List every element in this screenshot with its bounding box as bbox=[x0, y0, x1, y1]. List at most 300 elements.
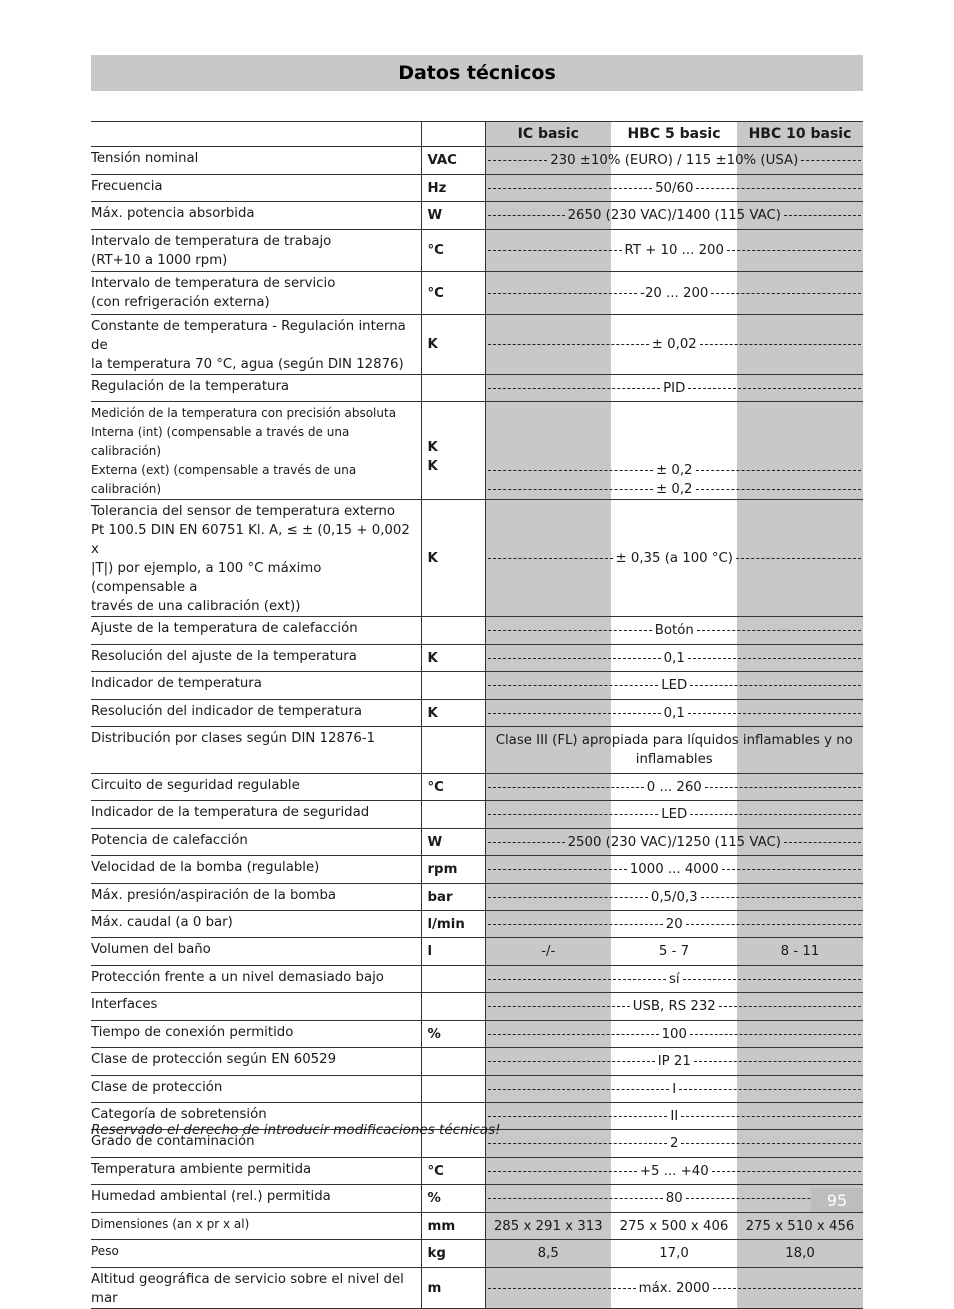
table-row bbox=[91, 911, 863, 938]
dash-leader bbox=[696, 470, 862, 471]
dash-leader bbox=[488, 558, 613, 559]
value-text: máx. 2000 bbox=[638, 1280, 710, 1296]
row-label-line: Frecuencia bbox=[91, 179, 163, 194]
row-label bbox=[91, 672, 421, 700]
value-wrap bbox=[486, 1185, 864, 1212]
value-text: 20 bbox=[665, 916, 683, 932]
spanning-value-cell bbox=[485, 727, 863, 774]
spanning-value-cell bbox=[485, 402, 863, 500]
row-label-line: Interna (int) (compensable a través de una calibración) bbox=[91, 425, 350, 458]
dashed-value-line bbox=[486, 860, 864, 879]
value-text: USB, RS 232 bbox=[632, 999, 716, 1014]
value-wrap bbox=[486, 1103, 864, 1129]
value-wrap bbox=[486, 645, 864, 671]
value-wrap bbox=[486, 147, 864, 174]
value-text: LED bbox=[661, 807, 688, 822]
row-label bbox=[91, 1213, 421, 1240]
value-wrap bbox=[486, 1268, 864, 1308]
dash-leader bbox=[488, 470, 654, 471]
spanning-value-cell bbox=[485, 202, 863, 230]
value-text: ± 0,2 bbox=[656, 482, 693, 497]
spanning-value-cell bbox=[485, 315, 863, 375]
dash-leader bbox=[688, 713, 861, 714]
value-wrap bbox=[486, 175, 864, 201]
dashed-value-line bbox=[486, 179, 864, 198]
dash-leader bbox=[488, 1116, 668, 1117]
value-cell: -/- bbox=[485, 938, 611, 966]
value-text: 0 ... 260 bbox=[646, 779, 702, 795]
row-unit: K bbox=[421, 700, 485, 727]
row-label-line: Regulación de la temperatura bbox=[91, 379, 290, 394]
row-unit bbox=[421, 966, 485, 993]
row-unit bbox=[421, 1076, 485, 1103]
column-header-ic-basic: IC basic bbox=[485, 122, 611, 147]
value-text: 50/60 bbox=[655, 180, 694, 196]
dashed-value-line bbox=[486, 1107, 864, 1126]
value-cell: 285 x 291 x 313 bbox=[485, 1213, 611, 1240]
row-label bbox=[91, 856, 421, 884]
row-unit bbox=[421, 402, 485, 500]
row-label-line: Ajuste de la temperatura de calefacción bbox=[91, 621, 358, 636]
row-label-line: Circuito de seguridad regulable bbox=[91, 778, 300, 793]
table-row bbox=[91, 645, 863, 672]
value-text: 0,1 bbox=[663, 705, 685, 721]
row-label-line: Indicador de la temperatura de seguridad bbox=[91, 805, 370, 820]
spanning-value-cell bbox=[485, 884, 863, 911]
table-row bbox=[91, 727, 863, 774]
dash-leader bbox=[722, 869, 861, 870]
row-label bbox=[91, 884, 421, 911]
dash-leader bbox=[488, 814, 659, 815]
spanning-value-cell bbox=[485, 272, 863, 315]
value-cell: 8,5 bbox=[485, 1240, 611, 1268]
dashed-value-line bbox=[486, 1134, 864, 1153]
dash-leader bbox=[696, 489, 862, 490]
column-header-hbc5-basic: HBC 5 basic bbox=[611, 122, 737, 147]
table-row bbox=[91, 829, 863, 856]
row-label-line: Clase de protección bbox=[91, 1080, 223, 1095]
row-label-line: Máx. caudal (a 0 bar) bbox=[91, 915, 233, 930]
dash-leader bbox=[719, 1006, 861, 1007]
row-label bbox=[91, 774, 421, 801]
row-label-line: (con refrigeración externa) bbox=[91, 295, 270, 310]
row-label-line: Potencia de calefacción bbox=[91, 833, 248, 848]
row-label-line: Resolución del indicador de temperatura bbox=[91, 704, 363, 719]
row-label-line: Tolerancia del sensor de temperatura externo bbox=[91, 504, 396, 519]
row-label bbox=[91, 617, 421, 645]
table-row bbox=[91, 272, 863, 315]
value-wrap bbox=[486, 1158, 864, 1184]
value-wrap bbox=[486, 202, 864, 229]
dash-leader bbox=[801, 160, 861, 161]
value-cell: 18,0 bbox=[737, 1240, 863, 1268]
row-unit-line: K bbox=[427, 458, 438, 474]
dash-leader bbox=[488, 388, 661, 389]
value-cell: 5 - 7 bbox=[611, 938, 737, 966]
dash-leader bbox=[711, 293, 861, 294]
table-row bbox=[91, 1268, 863, 1309]
spanning-value-cell bbox=[485, 801, 863, 829]
value-cell: 8 - 11 bbox=[737, 938, 863, 966]
value-wrap bbox=[486, 672, 864, 699]
value-wrap bbox=[486, 1076, 864, 1102]
value-paragraph: Clase III (FL) apropiada para líquidos inflamables y no inflamables bbox=[495, 733, 853, 767]
row-label-line: Dimensiones (an x pr x al) bbox=[91, 1217, 250, 1231]
dashed-value-line bbox=[486, 379, 864, 398]
row-label-line: Interfaces bbox=[91, 997, 158, 1012]
row-label bbox=[91, 829, 421, 856]
row-unit: °C bbox=[421, 230, 485, 272]
row-label bbox=[91, 1021, 421, 1048]
row-unit bbox=[421, 617, 485, 645]
value-wrap bbox=[486, 966, 864, 992]
row-label-line: Intervalo de temperatura de servicio bbox=[91, 276, 336, 291]
value-text: 2500 (230 VAC)/1250 (115 VAC) bbox=[567, 834, 781, 850]
dash-leader bbox=[681, 1116, 861, 1117]
dash-leader bbox=[488, 1171, 637, 1172]
value-wrap bbox=[486, 500, 864, 616]
row-label bbox=[91, 375, 421, 402]
dash-leader bbox=[488, 658, 661, 659]
value-text: sí bbox=[668, 971, 680, 987]
dashed-value-line bbox=[486, 621, 864, 640]
value-text: 2 bbox=[670, 1136, 679, 1151]
row-label bbox=[91, 1158, 421, 1185]
spanning-value-cell bbox=[485, 645, 863, 672]
spanning-value-cell bbox=[485, 829, 863, 856]
row-label bbox=[91, 993, 421, 1021]
dash-leader bbox=[488, 188, 653, 189]
row-unit: VAC bbox=[421, 147, 485, 175]
table-row bbox=[91, 1240, 863, 1268]
row-label bbox=[91, 1268, 421, 1309]
row-label bbox=[91, 147, 421, 175]
row-label bbox=[91, 1240, 421, 1268]
row-label-line: través de una calibración (ext)) bbox=[91, 599, 301, 614]
value-text: II bbox=[670, 1108, 679, 1124]
value-wrap bbox=[486, 774, 864, 800]
dashed-value-line bbox=[486, 1025, 864, 1044]
spanning-value-cell bbox=[485, 500, 863, 617]
spanning-value-cell bbox=[485, 1076, 863, 1103]
row-label bbox=[91, 966, 421, 993]
dash-leader bbox=[700, 344, 861, 345]
dash-leader bbox=[488, 713, 661, 714]
row-label-line: Pt 100.5 DIN EN 60751 Kl. A, ≤ ± (0,15 + 0,002 x bbox=[91, 523, 410, 557]
table-row bbox=[91, 375, 863, 402]
dashed-value-line bbox=[486, 704, 864, 723]
dash-leader bbox=[713, 1288, 861, 1289]
value-wrap bbox=[486, 402, 864, 499]
row-label-line: Velocidad de la bomba (regulable) bbox=[91, 860, 320, 875]
value-text: 2650 (230 VAC)/1400 (115 VAC) bbox=[567, 208, 781, 223]
spanning-value-cell bbox=[485, 147, 863, 175]
dash-leader bbox=[488, 787, 644, 788]
dash-leader bbox=[683, 979, 861, 980]
dash-leader bbox=[679, 1089, 861, 1090]
row-label-line: (RT+10 a 1000 rpm) bbox=[91, 253, 228, 268]
value-text: 1000 ... 4000 bbox=[629, 862, 719, 877]
dash-leader bbox=[488, 1198, 663, 1199]
row-unit: K bbox=[421, 315, 485, 375]
table-row bbox=[91, 1158, 863, 1185]
value-wrap bbox=[486, 1021, 864, 1047]
spanning-value-cell bbox=[485, 966, 863, 993]
value-text: 80 bbox=[665, 1191, 683, 1206]
value-wrap bbox=[486, 884, 864, 910]
dash-leader bbox=[488, 630, 652, 631]
dash-leader bbox=[701, 897, 861, 898]
dashed-value-line bbox=[486, 151, 864, 170]
dash-leader bbox=[488, 250, 622, 251]
value-text: 100 bbox=[661, 1026, 687, 1042]
spanning-value-cell bbox=[485, 1185, 863, 1213]
table-row bbox=[91, 801, 863, 829]
value-wrap bbox=[486, 727, 864, 773]
row-label-line: Indicador de temperatura bbox=[91, 676, 262, 691]
row-unit bbox=[421, 727, 485, 774]
row-label-line: Clase de protección según EN 60529 bbox=[91, 1052, 337, 1067]
dash-leader bbox=[681, 1143, 861, 1144]
value-cell: 17,0 bbox=[611, 1240, 737, 1268]
row-label bbox=[91, 500, 421, 617]
page-number: 95 bbox=[811, 1188, 863, 1212]
table-row bbox=[91, 230, 863, 272]
dash-leader bbox=[736, 558, 861, 559]
table-row bbox=[91, 500, 863, 617]
row-label-line: Grado de contaminación bbox=[91, 1134, 255, 1149]
table-header-row bbox=[91, 122, 863, 147]
table-row bbox=[91, 402, 863, 500]
dashed-value-line bbox=[486, 915, 864, 934]
dash-leader bbox=[488, 897, 648, 898]
value-text: 0,1 bbox=[663, 650, 685, 666]
spanning-value-cell bbox=[485, 375, 863, 402]
table-row bbox=[91, 1076, 863, 1103]
row-label bbox=[91, 230, 421, 272]
dash-leader bbox=[784, 842, 861, 843]
row-label bbox=[91, 911, 421, 938]
dash-leader bbox=[488, 842, 565, 843]
value-text: +5 ... +40 bbox=[639, 1163, 709, 1179]
header-unit-blank bbox=[421, 122, 485, 147]
row-unit: kg bbox=[421, 1240, 485, 1268]
dashed-value-line bbox=[486, 805, 864, 824]
value-wrap bbox=[486, 230, 864, 271]
spanning-value-cell bbox=[485, 1158, 863, 1185]
dashed-value-line bbox=[486, 461, 864, 480]
value-text: 230 ±10% (EURO) / 115 ±10% (USA) bbox=[550, 153, 799, 168]
row-label bbox=[91, 938, 421, 966]
row-label bbox=[91, 315, 421, 375]
row-unit bbox=[421, 672, 485, 700]
value-wrap bbox=[486, 829, 864, 855]
dash-leader bbox=[688, 388, 861, 389]
row-label bbox=[91, 402, 421, 500]
dash-leader bbox=[488, 869, 627, 870]
value-cell: 275 x 510 x 456 bbox=[737, 1213, 863, 1240]
value-text: Botón bbox=[654, 623, 694, 638]
dashed-value-line bbox=[486, 970, 864, 989]
row-unit: Hz bbox=[421, 175, 485, 202]
row-unit: bar bbox=[421, 884, 485, 911]
dashed-value-line bbox=[486, 480, 864, 499]
spanning-value-cell bbox=[485, 856, 863, 884]
row-label-line: Humedad ambiental (rel.) permitida bbox=[91, 1189, 331, 1204]
dashed-value-line bbox=[486, 833, 864, 852]
row-label-line: Externa (ext) (compensable a través de una calibración) bbox=[91, 463, 357, 496]
table-row bbox=[91, 966, 863, 993]
spanning-value-cell bbox=[485, 230, 863, 272]
dash-leader bbox=[488, 1089, 670, 1090]
table-row bbox=[91, 617, 863, 645]
row-label-line: Resolución del ajuste de la temperatura bbox=[91, 649, 357, 664]
table-row bbox=[91, 1213, 863, 1240]
spanning-value-cell bbox=[485, 617, 863, 645]
dash-leader bbox=[688, 658, 861, 659]
dashed-value-line bbox=[486, 649, 864, 668]
value-wrap bbox=[486, 315, 864, 374]
spanning-value-cell bbox=[485, 1048, 863, 1076]
value-wrap bbox=[486, 272, 864, 314]
row-unit: W bbox=[421, 202, 485, 230]
dashed-value-line bbox=[486, 1162, 864, 1181]
spanning-value-cell bbox=[485, 1103, 863, 1130]
row-unit bbox=[421, 801, 485, 829]
row-label bbox=[91, 202, 421, 230]
spanning-value-cell bbox=[485, 1021, 863, 1048]
row-unit: °C bbox=[421, 774, 485, 801]
spanning-value-cell bbox=[485, 1268, 863, 1309]
value-wrap bbox=[486, 801, 864, 828]
value-text: 0,5/0,3 bbox=[650, 889, 698, 905]
dashed-value-line bbox=[486, 206, 864, 225]
value-wrap bbox=[486, 911, 864, 937]
value-text: ± 0,35 (a 100 °C) bbox=[615, 550, 733, 566]
dash-leader bbox=[694, 1061, 861, 1062]
row-label bbox=[91, 645, 421, 672]
row-label-line: Categoría de sobretensión bbox=[91, 1107, 267, 1122]
value-wrap bbox=[486, 1048, 864, 1075]
row-label-line: Máx. presión/aspiración de la bomba bbox=[91, 888, 337, 903]
value-wrap bbox=[486, 375, 864, 401]
dashed-value-line bbox=[486, 1080, 864, 1099]
value-text: ± 0,2 bbox=[656, 463, 693, 478]
value-text: ± 0,02 bbox=[651, 337, 697, 352]
table-row bbox=[91, 147, 863, 175]
table-row bbox=[91, 1048, 863, 1076]
row-unit: m bbox=[421, 1268, 485, 1309]
dash-leader bbox=[488, 160, 548, 161]
value-cell: 275 x 500 x 406 bbox=[611, 1213, 737, 1240]
row-label-line: Distribución por clases según DIN 12876-1 bbox=[91, 731, 376, 746]
dash-leader bbox=[488, 685, 659, 686]
dashed-value-line bbox=[486, 1052, 864, 1071]
table-row bbox=[91, 672, 863, 700]
row-label-line: Tensión nominal bbox=[91, 151, 199, 166]
dashed-value-line bbox=[486, 284, 864, 303]
row-label bbox=[91, 1048, 421, 1076]
value-wrap bbox=[486, 1130, 864, 1157]
dash-leader bbox=[690, 1034, 861, 1035]
spanning-value-cell bbox=[485, 911, 863, 938]
row-unit: % bbox=[421, 1185, 485, 1213]
table-row bbox=[91, 856, 863, 884]
page-title: Datos técnicos bbox=[398, 62, 556, 84]
table-row bbox=[91, 700, 863, 727]
dashed-value-line bbox=[486, 888, 864, 907]
row-label-line: Peso bbox=[91, 1244, 119, 1258]
row-label bbox=[91, 801, 421, 829]
row-label-line: Protección frente a un nivel demasiado bajo bbox=[91, 970, 384, 985]
row-unit: % bbox=[421, 1021, 485, 1048]
table-row bbox=[91, 938, 863, 966]
dash-leader bbox=[488, 293, 638, 294]
dash-leader bbox=[690, 814, 861, 815]
title-bar bbox=[91, 55, 863, 91]
dash-leader bbox=[488, 1061, 655, 1062]
row-unit: W bbox=[421, 829, 485, 856]
row-label-line: Medición de la temperatura con precisión absoluta bbox=[91, 406, 397, 420]
row-label-line: Temperatura ambiente permitida bbox=[91, 1162, 312, 1177]
dash-leader bbox=[488, 344, 649, 345]
row-label-line: |T|) por ejemplo, a 100 °C máximo (compensable a bbox=[91, 561, 322, 595]
row-unit: K bbox=[421, 500, 485, 617]
row-label-line: Máx. potencia absorbida bbox=[91, 206, 255, 221]
dash-leader bbox=[488, 924, 663, 925]
row-unit: mm bbox=[421, 1213, 485, 1240]
spanning-value-cell bbox=[485, 774, 863, 801]
row-label bbox=[91, 700, 421, 727]
dashed-value-line bbox=[486, 1279, 864, 1298]
value-text: PID bbox=[663, 380, 686, 396]
dash-leader bbox=[697, 630, 861, 631]
table-row bbox=[91, 175, 863, 202]
footnote: Reservado el derecho de introducir modificaciones técnicas! bbox=[91, 1122, 501, 1138]
dash-leader bbox=[488, 979, 666, 980]
value-wrap bbox=[486, 993, 864, 1020]
value-text: RT + 10 ... 200 bbox=[624, 243, 724, 258]
dash-leader bbox=[488, 1034, 659, 1035]
dash-leader bbox=[712, 1171, 861, 1172]
row-label bbox=[91, 1185, 421, 1213]
row-label-line: la temperatura 70 °C, agua (según DIN 12876) bbox=[91, 357, 404, 372]
row-unit-line: K bbox=[427, 439, 438, 455]
header-blank bbox=[91, 122, 421, 147]
dash-leader bbox=[686, 924, 861, 925]
spanning-value-cell bbox=[485, 1130, 863, 1158]
value-wrap bbox=[486, 617, 864, 644]
dash-leader bbox=[488, 1288, 636, 1289]
dash-leader bbox=[705, 787, 861, 788]
dashed-value-line bbox=[486, 549, 864, 568]
dash-leader bbox=[690, 685, 861, 686]
row-label bbox=[91, 272, 421, 315]
row-unit: l bbox=[421, 938, 485, 966]
table-row bbox=[91, 1021, 863, 1048]
dashed-value-line bbox=[486, 676, 864, 695]
row-unit: K bbox=[421, 645, 485, 672]
dashed-value-line bbox=[486, 997, 864, 1016]
table-row bbox=[91, 202, 863, 230]
value-text: -20 ... 200 bbox=[640, 285, 709, 301]
dash-leader bbox=[727, 250, 861, 251]
dash-leader bbox=[488, 215, 565, 216]
row-unit: °C bbox=[421, 272, 485, 315]
spanning-value-cell bbox=[485, 175, 863, 202]
value-text: IP 21 bbox=[657, 1054, 691, 1069]
row-label-line: Tiempo de conexión permitido bbox=[91, 1025, 294, 1040]
